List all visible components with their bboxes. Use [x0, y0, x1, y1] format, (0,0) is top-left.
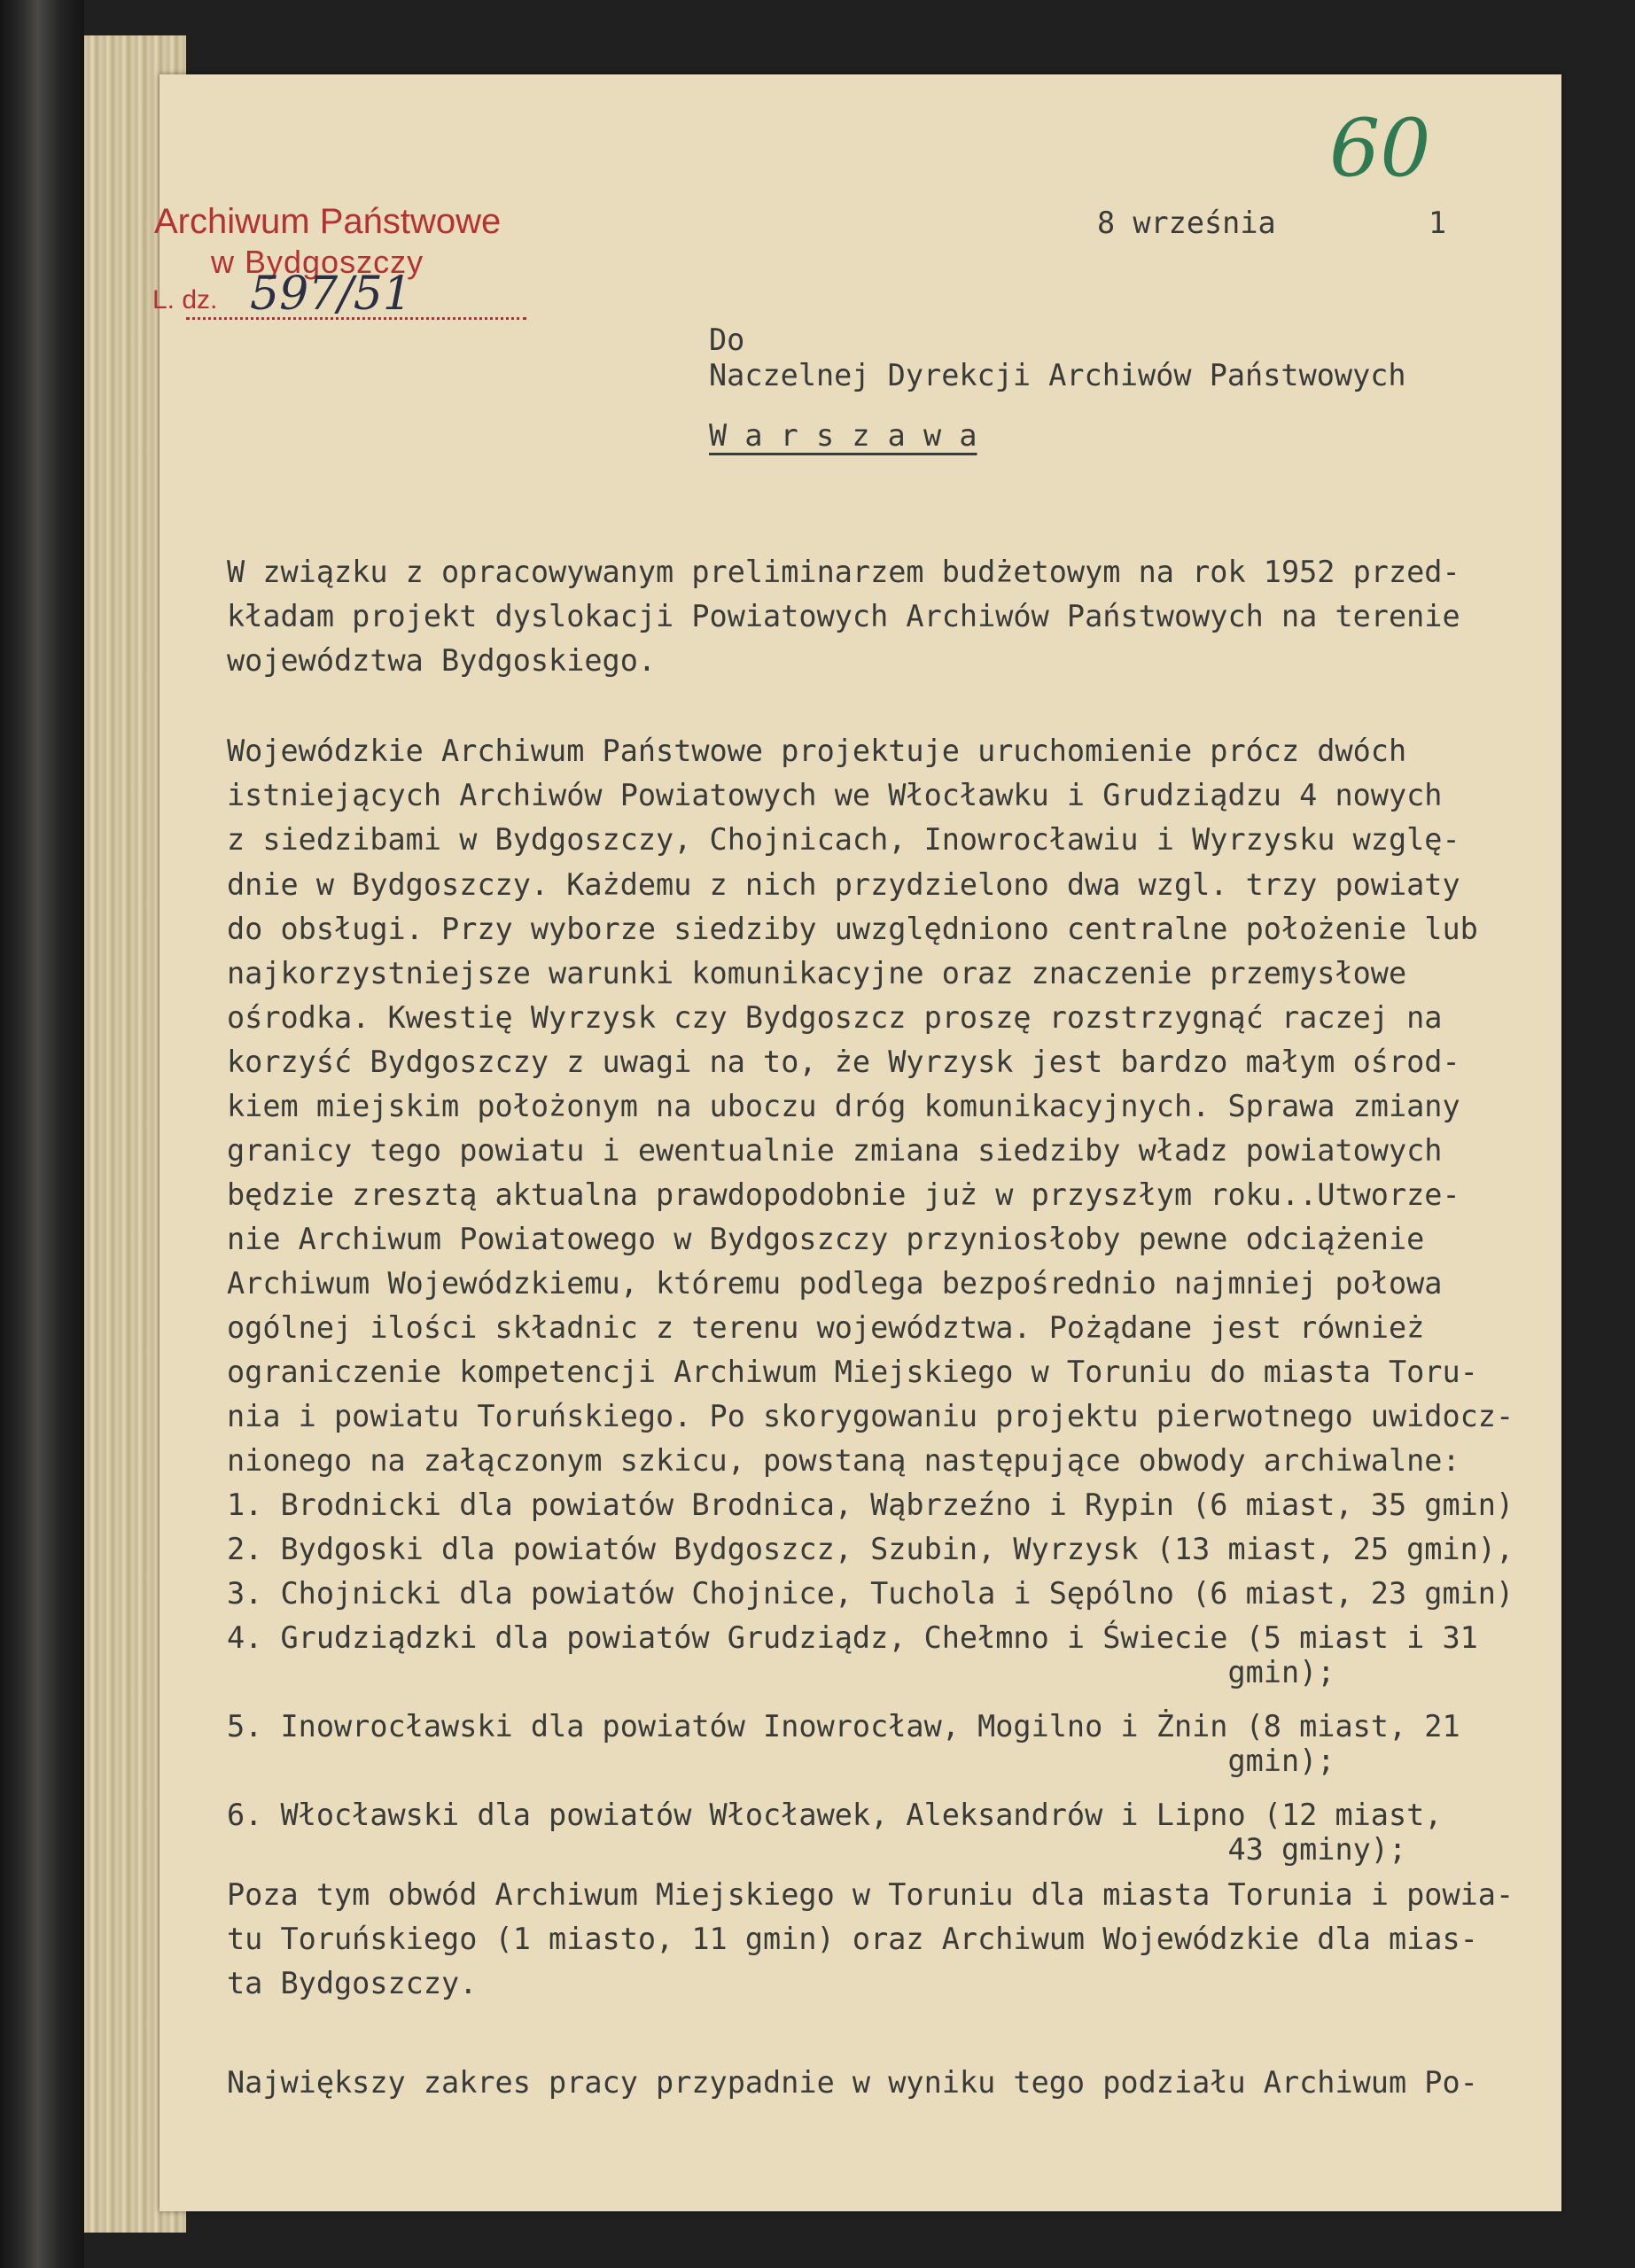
- page-number: 1: [1429, 206, 1447, 240]
- text-line: nie Archiwum Powiatowego w Bydgoszczy przyniosłoby pewne odciążenie: [227, 1222, 1425, 1256]
- stamp-registry-number: 597/51: [250, 268, 412, 321]
- stamp-line1: Archiwum Państwowe: [154, 202, 502, 241]
- text-line: tu Toruńskiego (1 miasto, 11 gmin) oraz Archiwum Wojewódzkie dla mias-: [227, 1922, 1478, 1956]
- text-line: będzie zresztą aktualna prawdopodobnie już w przyszłym roku..Utworze-: [227, 1177, 1460, 1212]
- district-item: 3. Chojnicki dla powiatów Chojnice, Tuchola i Sępólno (6 miast, 23 gmin): [227, 1576, 1514, 1611]
- text-line: Wojewódzkie Archiwum Państwowe projektuje uruchomienie prócz dwóch: [227, 734, 1407, 768]
- text-line: ta Bydgoszczy.: [227, 1966, 478, 2000]
- district-item: 5. Inowrocławski dla powiatów Inowrocław, Mogilno i Żnin (8 miast, 21: [227, 1709, 1460, 1744]
- text-line: kiem miejskim położonym na uboczu dróg komunikacyjnych. Sprawa zmiany: [227, 1089, 1460, 1123]
- text-line: do obsługi. Przy wyborze siedziby uwzględniono centralne położenie lub: [227, 912, 1478, 946]
- text-line: dnie w Bydgoszczy. Każdemu z nich przydzielono dwa wzgl. trzy powiaty: [227, 867, 1460, 902]
- stamp-underline: [186, 317, 526, 320]
- stamp-ld-prefix: L. dz.: [152, 285, 218, 315]
- text-line: kładam projekt dyslokacji Powiatowych Archiwów Państwowych na terenie: [227, 599, 1460, 633]
- text-line: granicy tego powiatu i ewentualnie zmiana siedziby władz powiatowych: [227, 1133, 1443, 1168]
- district-item-continued: gmin);: [227, 1655, 1335, 1689]
- folio-number: 60: [1329, 102, 1431, 195]
- text-line: istniejących Archiwów Powiatowych we Włocławku i Grudziądzu 4 nowych: [227, 778, 1443, 812]
- text-line: korzyść Bydgoszczy z uwagi na to, że Wyrzysk jest bardzo małym ośrod-: [227, 1045, 1460, 1079]
- text-line: województwa Bydgoskiego.: [227, 643, 657, 678]
- address-city: W a r s z a w a: [709, 418, 977, 453]
- text-line: nionego na załączonym szkicu, powstaną następujące obwody archiwalne:: [227, 1443, 1460, 1478]
- text-line: W związku z opracowywanym preliminarzem budżetowym na rok 1952 przed-: [227, 555, 1460, 589]
- text-line: nia i powiatu Toruńskiego. Po skorygowaniu projektu pierwotnego uwidocz-: [227, 1399, 1514, 1433]
- text-line: Poza tym obwód Archiwum Miejskiego w Toruniu dla miasta Torunia i powia-: [227, 1877, 1514, 1912]
- district-item: 2. Bydgoski dla powiatów Bydgoszcz, Szubin, Wyrzysk (13 miast, 25 gmin),: [227, 1532, 1514, 1566]
- text-line: ogólnej ilości składnic z terenu województwa. Pożądane jest również: [227, 1310, 1425, 1345]
- district-item: 4. Grudziądzki dla powiatów Grudziądz, Chełmno i Świecie (5 miast i 31: [227, 1620, 1478, 1655]
- stamp-line2: w Bydgoszczy: [211, 244, 424, 280]
- address-to: Do: [709, 322, 745, 357]
- letter-date: 8 września: [1097, 206, 1276, 240]
- text-line: Największy zakres pracy przypadnie w wyniku tego podziału Archiwum Po-: [227, 2065, 1478, 2100]
- text-line: najkorzystniejsze warunki komunikacyjne oraz znaczenie przemysłowe: [227, 956, 1407, 990]
- text-line: z siedzibami w Bydgoszczy, Chojnicach, Inowrocławiu i Wyrzysku wzglę-: [227, 822, 1460, 857]
- district-item-continued: 43 gminy);: [227, 1832, 1407, 1867]
- book-binding: [0, 0, 84, 2268]
- text-line: ograniczenie kompetencji Archiwum Miejskiego w Toruniu do miasta Toru-: [227, 1355, 1478, 1389]
- district-item: 1. Brodnicki dla powiatów Brodnica, Wąbrzeźno i Rypin (6 miast, 35 gmin): [227, 1487, 1514, 1522]
- text-line: ośrodka. Kwestię Wyrzysk czy Bydgoszcz proszę rozstrzygnąć raczej na: [227, 1000, 1443, 1035]
- district-item-continued: gmin);: [227, 1744, 1335, 1778]
- address-recipient: Naczelnej Dyrekcji Archiwów Państwowych: [709, 358, 1406, 392]
- district-item: 6. Włocławski dla powiatów Włocławek, Aleksandrów i Lipno (12 miast,: [227, 1798, 1443, 1832]
- text-line: Archiwum Wojewódzkiemu, któremu podlega bezpośrednio najmniej połowa: [227, 1266, 1443, 1301]
